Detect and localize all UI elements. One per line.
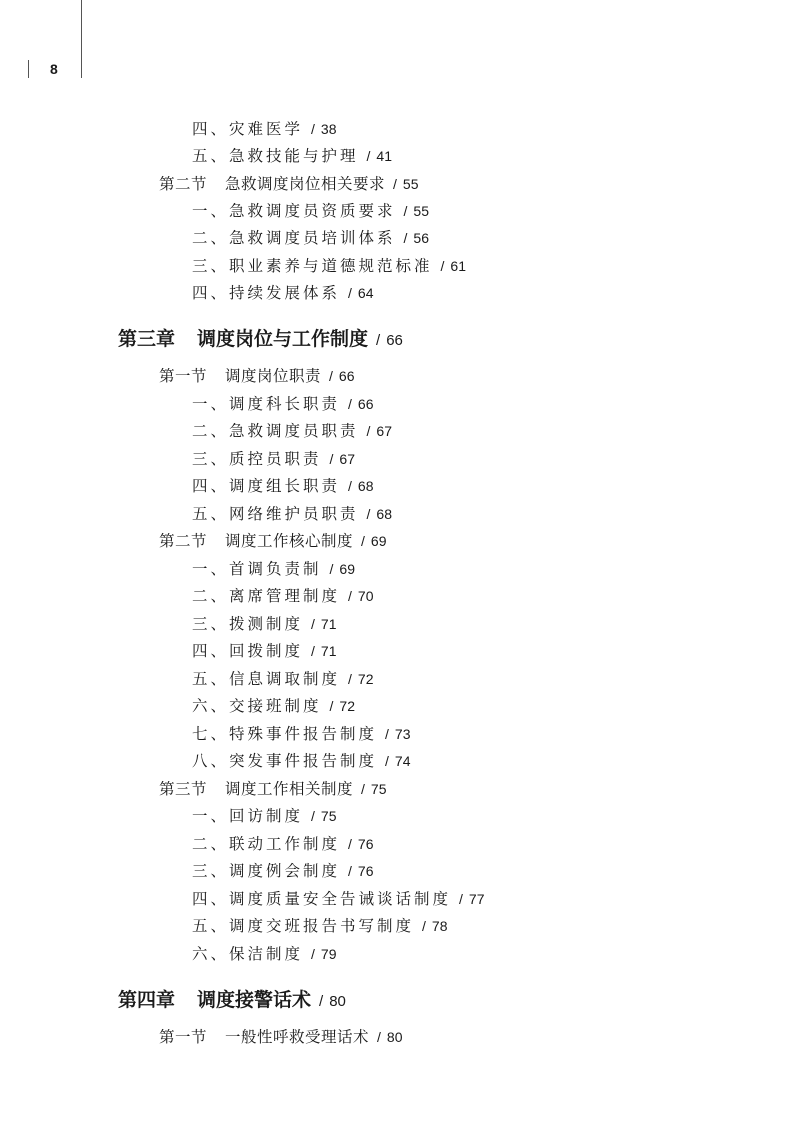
section-title: 调度岗位职责 <box>225 367 322 385</box>
item-title: 三、质控员职责 <box>192 450 322 468</box>
page-separator: / <box>329 561 334 577</box>
toc-item <box>192 919 447 935</box>
section-title: 一般性呼救受理话术 <box>225 1028 370 1046</box>
page-separator: / <box>385 726 389 742</box>
toc-page-number: 74 <box>394 753 411 769</box>
item-title: 四、调度质量安全告诫谈话制度 <box>192 890 452 908</box>
item-title: 四、灾难医学 <box>192 120 304 138</box>
item-title: 五、急救技能与护理 <box>192 147 359 165</box>
chapter-number: 第四章 <box>118 989 176 1011</box>
item-title: 七、特殊事件报告制度 <box>192 725 378 743</box>
page-separator: / <box>329 698 334 714</box>
toc-item <box>192 672 373 688</box>
toc-item <box>192 231 429 247</box>
toc-page-number: 68 <box>376 506 392 522</box>
toc-page-number: 55 <box>413 203 429 219</box>
toc-chapter <box>118 991 346 1010</box>
toc-page-number: 67 <box>376 423 392 439</box>
item-title: 四、回拨制度 <box>192 642 304 660</box>
page-separator: / <box>361 781 365 797</box>
page-separator: / <box>348 588 352 604</box>
toc-section <box>159 177 419 193</box>
toc-item <box>192 644 336 660</box>
toc-item <box>192 617 336 633</box>
item-title: 一、回访制度 <box>192 807 304 825</box>
section-number: 第二节 <box>159 532 208 550</box>
toc-item <box>192 397 373 413</box>
toc-item <box>192 727 410 743</box>
item-title: 一、首调负责制 <box>192 560 322 578</box>
toc-section <box>159 534 387 550</box>
toc-page-number: 72 <box>357 671 374 687</box>
item-title: 五、信息调取制度 <box>192 670 341 688</box>
page-separator: / <box>366 423 371 439</box>
toc-chapter <box>118 330 403 349</box>
page-separator: / <box>348 478 352 494</box>
toc-item <box>192 479 373 495</box>
toc-page-number: 55 <box>402 176 419 192</box>
toc-item <box>192 562 355 578</box>
section-number: 第三节 <box>159 780 208 798</box>
page-number: 8 <box>50 61 58 77</box>
page-separator: / <box>385 753 389 769</box>
toc-item <box>192 809 336 825</box>
toc-page-number: 41 <box>376 148 392 164</box>
item-title: 二、联动工作制度 <box>192 835 341 853</box>
item-title: 四、调度组长职责 <box>192 477 341 495</box>
page-separator: / <box>348 863 352 879</box>
toc-page-number: 61 <box>450 258 466 274</box>
page-separator: / <box>366 148 371 164</box>
toc-item <box>192 452 355 468</box>
page-separator: / <box>403 203 408 219</box>
toc-page-number: 73 <box>394 726 411 742</box>
section-title: 调度工作相关制度 <box>225 780 354 798</box>
toc-item <box>192 507 392 523</box>
toc-item <box>192 424 392 440</box>
toc-page-number: 69 <box>339 561 355 577</box>
toc-section <box>159 782 387 798</box>
toc-page-number: 80 <box>329 993 346 1010</box>
toc-page-number: 71 <box>320 643 337 659</box>
toc-page-number: 66 <box>338 368 355 384</box>
page-separator: / <box>311 808 315 824</box>
page-separator: / <box>319 993 324 1010</box>
toc-item <box>192 864 373 880</box>
toc-page-number: 76 <box>357 836 374 852</box>
toc-page-number: 66 <box>357 396 374 412</box>
item-title: 二、离席管理制度 <box>192 587 341 605</box>
page-separator: / <box>376 332 381 349</box>
page-separator: / <box>348 836 352 852</box>
page-separator: / <box>393 176 397 192</box>
toc-page-number: 77 <box>468 891 485 907</box>
page-separator: / <box>377 1029 381 1045</box>
header-vertical-rule <box>81 0 82 78</box>
toc-item <box>192 947 336 963</box>
toc-page-number: 69 <box>370 533 387 549</box>
toc-page-number: 76 <box>357 863 374 879</box>
page-separator: / <box>329 368 333 384</box>
page-separator: / <box>422 918 426 934</box>
item-title: 二、急救调度员培训体系 <box>192 229 396 247</box>
toc-item <box>192 286 373 302</box>
toc-page-number: 72 <box>339 698 355 714</box>
toc-item <box>192 892 484 908</box>
page-separator: / <box>366 506 371 522</box>
toc-item <box>192 699 355 715</box>
page-separator: / <box>459 891 463 907</box>
page-separator: / <box>348 285 352 301</box>
section-number: 第二节 <box>159 175 208 193</box>
item-title: 一、急救调度员资质要求 <box>192 202 396 220</box>
toc-page-number: 79 <box>320 946 337 962</box>
toc-page-number: 68 <box>357 478 374 494</box>
toc-page-number: 67 <box>339 451 355 467</box>
toc-page-number: 75 <box>320 808 337 824</box>
section-title: 急救调度岗位相关要求 <box>225 175 386 193</box>
page-separator: / <box>311 121 315 137</box>
toc-item <box>192 204 429 220</box>
item-title: 三、拨测制度 <box>192 615 304 633</box>
toc-page-number: 71 <box>320 616 337 632</box>
page-separator: / <box>348 396 352 412</box>
toc-page-number: 56 <box>413 230 429 246</box>
toc-page-number: 38 <box>320 121 337 137</box>
toc-page-number: 75 <box>370 781 387 797</box>
toc-item <box>192 837 373 853</box>
toc-item <box>192 122 336 138</box>
page-separator: / <box>348 671 352 687</box>
section-number: 第一节 <box>159 1028 208 1046</box>
page-separator: / <box>311 946 315 962</box>
toc-page-number: 66 <box>386 332 403 349</box>
page-separator: / <box>311 643 315 659</box>
chapter-title: 调度岗位与工作制度 <box>197 328 369 350</box>
toc-page-number: 64 <box>357 285 374 301</box>
chapter-title: 调度接警话术 <box>197 989 312 1011</box>
item-title: 五、网络维护员职责 <box>192 505 359 523</box>
section-title: 调度工作核心制度 <box>225 532 354 550</box>
item-title: 六、保洁制度 <box>192 945 304 963</box>
item-title: 六、交接班制度 <box>192 697 322 715</box>
page-separator: / <box>311 616 315 632</box>
toc-page-number: 78 <box>431 918 448 934</box>
item-title: 四、持续发展体系 <box>192 284 341 302</box>
toc-item <box>192 149 392 165</box>
page-separator: / <box>329 451 334 467</box>
item-title: 五、调度交班报告书写制度 <box>192 917 415 935</box>
toc-section <box>159 1030 403 1046</box>
page-number-rule <box>28 60 29 78</box>
item-title: 三、调度例会制度 <box>192 862 341 880</box>
item-title: 八、突发事件报告制度 <box>192 752 378 770</box>
item-title: 一、调度科长职责 <box>192 395 341 413</box>
page-separator: / <box>361 533 365 549</box>
page-separator: / <box>440 258 445 274</box>
toc-item <box>192 754 410 770</box>
toc-page-number: 70 <box>357 588 374 604</box>
section-number: 第一节 <box>159 367 208 385</box>
item-title: 二、急救调度员职责 <box>192 422 359 440</box>
item-title: 三、职业素养与道德规范标准 <box>192 257 433 275</box>
page-separator: / <box>403 230 408 246</box>
toc-item <box>192 259 466 275</box>
chapter-number: 第三章 <box>118 328 176 350</box>
toc-item <box>192 589 373 605</box>
toc-section <box>159 369 355 385</box>
toc-page-number: 80 <box>386 1029 403 1045</box>
